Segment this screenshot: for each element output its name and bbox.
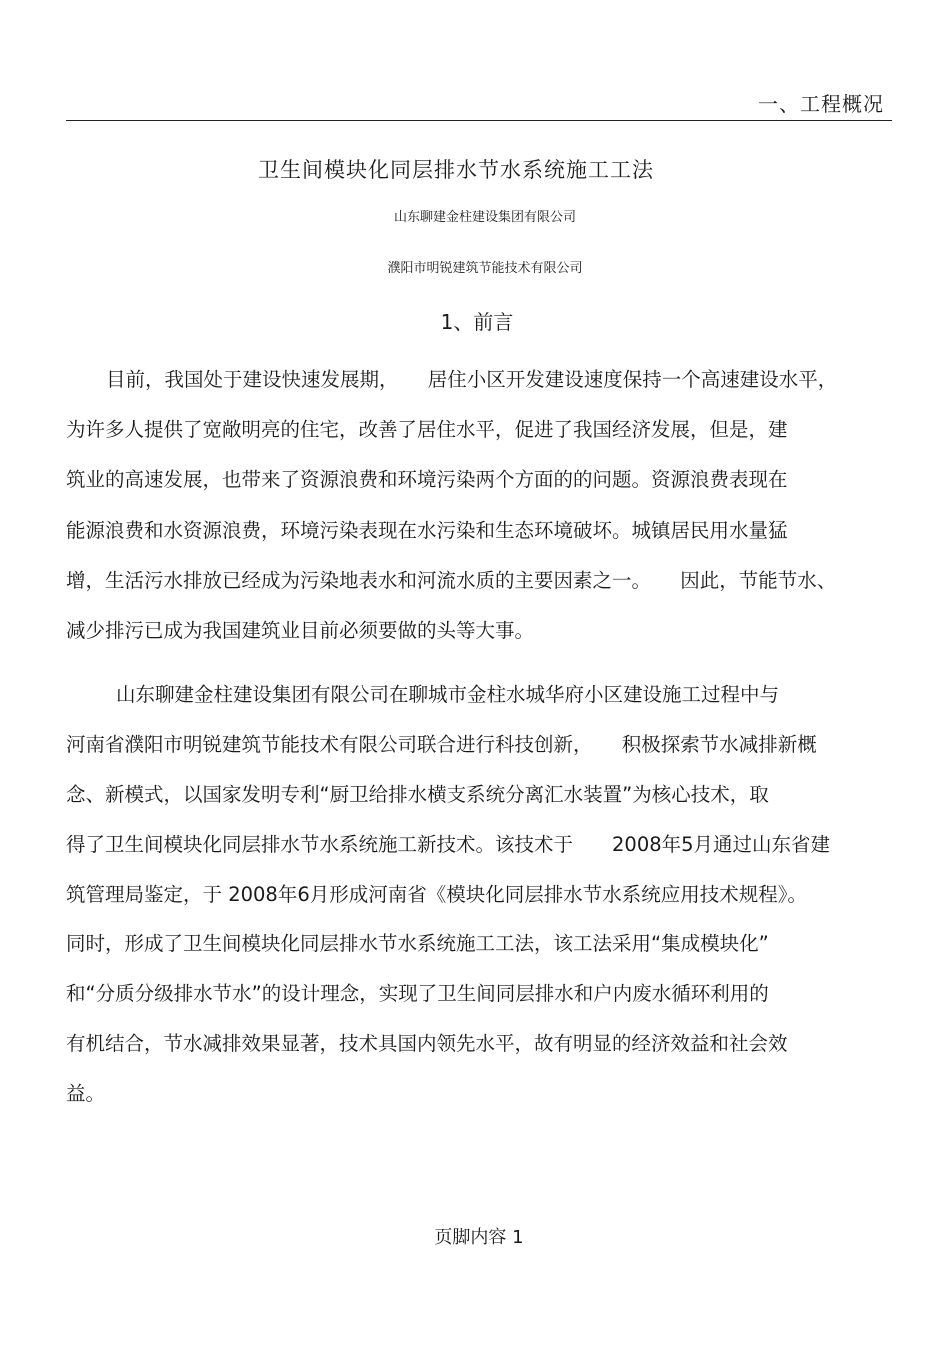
company-name-1: 山东聊建金柱建设集团有限公司 (393, 210, 576, 225)
paragraph-1-line: 增，生活污水排放已经成为污染地表水和河流水质的主要因素之一。 因此，节能节水、 (66, 569, 837, 592)
company-name-2: 濮阳市明锐建筑节能技术有限公司 (387, 261, 583, 276)
paragraph-2-line: 和“分质分级排水节水”的设计理念，实现了卫生间同层排水和户内废水循环利用的 (66, 982, 769, 1005)
page-footer: 页脚内容 1 (434, 1227, 524, 1248)
header-divider (66, 120, 892, 121)
paragraph-2-line: 河南省濮阳市明锐建筑节能技术有限公司联合进行科技创新， 积极探索节水减排新概 (66, 733, 817, 756)
paragraph-1-line: 为许多人提供了宽敞明亮的住宅，改善了居住水平，促进了我国经济发展，但是，建 (66, 418, 788, 441)
paragraph-2-line: 得了卫生间模块化同层排水节水系统施工新技术。该技术于 2008年5月通过山东省建 (66, 833, 831, 856)
paragraph-2-line: 山东聊建金柱建设集团有限公司在聊城市金柱水城华府小区建设施工过程中与 (116, 683, 780, 706)
paragraph-2-line: 筑管理局鉴定，于 2008年6月形成河南省《模块化同层排水节水系统应用技术规程》。 (66, 883, 807, 906)
paragraph-1-line: 能源浪费和水资源浪费，环境污染表现在水污染和生态环境破坏。城镇居民用水量猛 (66, 519, 788, 542)
paragraph-2-line: 有机结合，节水减排效果显著，技术具国内领先水平，故有明显的经济效益和社会效 (66, 1032, 788, 1055)
section-heading: 1、前言 (440, 310, 514, 334)
paragraph-2-line: 益。 (66, 1082, 106, 1105)
paragraph-1-line: 筑业的高速发展，也带来了资源浪费和环境污染两个方面的的问题。资源浪费表现在 (66, 468, 788, 491)
paragraph-2-line: 同时，形成了卫生间模块化同层排水节水系统施工工法，该工法采用“集成模块化” (66, 932, 769, 955)
paragraph-2-line: 念、新模式，以国家发明专利“厨卫给排水横支系统分离汇水装置”为核心技术，取 (66, 783, 769, 806)
paragraph-1-line: 减少排污已成为我国建筑业目前必须要做的头等大事。 (66, 619, 535, 642)
paragraph-1-line: 目前，我国处于建设快速发展期， 居住小区开发建设速度保持一个高速建设水平， (106, 368, 838, 391)
page-header-section: 一、工程概况 (758, 92, 884, 116)
document-title: 卫生间模块化同层排水节水系统施工工法 (258, 158, 654, 182)
